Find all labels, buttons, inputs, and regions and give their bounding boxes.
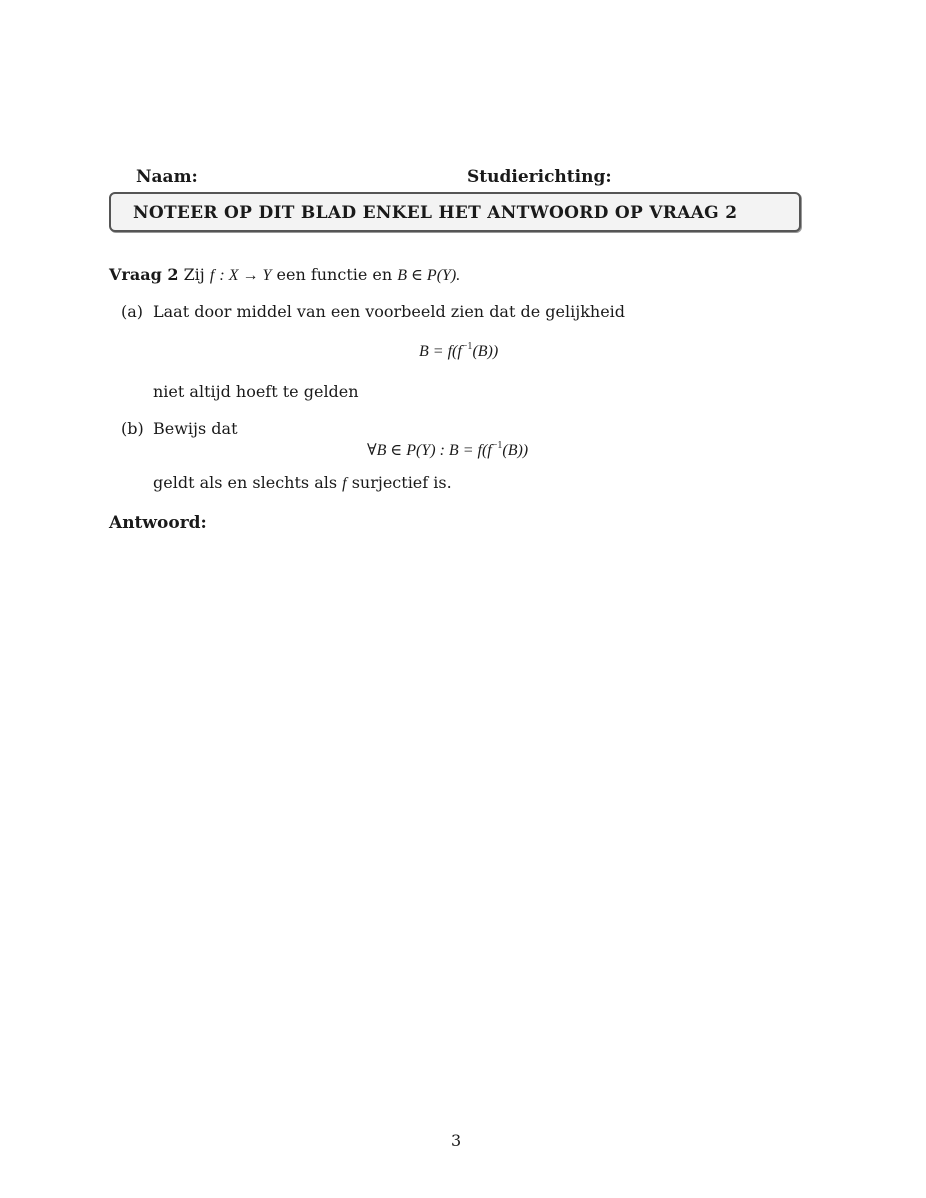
question-intro xyxy=(109,265,460,285)
intro-f: f xyxy=(209,267,215,284)
part-a-formula xyxy=(419,341,498,361)
part-a-after: niet altijd hoeft te gelden xyxy=(153,382,359,401)
name-label: Naam: xyxy=(136,167,198,187)
part-a-text: Laat door middel van een voorbeeld zien dat de gelijkheid xyxy=(153,302,626,321)
part-a-marker: (a) xyxy=(121,302,144,321)
study-label: Studierichting: xyxy=(467,167,612,187)
intro-prefix: Zij xyxy=(183,265,205,284)
part-a-formula-sup: −1 xyxy=(461,341,473,352)
part-b-marker: (b) xyxy=(121,419,144,438)
part-b-formula xyxy=(367,440,528,460)
part-a-formula-right: (B)) xyxy=(472,343,499,360)
intro-middle: een functie en xyxy=(276,265,393,284)
part-b-text: Bewijs dat xyxy=(153,419,238,438)
part-b-formula-sup: −1 xyxy=(491,440,503,451)
part-b-formula-right: (B)) xyxy=(502,442,529,459)
part-a-formula-left: B = f(f xyxy=(419,343,462,360)
question-label: Vraag 2 xyxy=(109,265,179,284)
part-b-formula-left: ∀B ∈ P(Y) : B = f(f xyxy=(367,442,492,459)
page-number: 3 xyxy=(451,1131,462,1150)
intro-map: : X → Y xyxy=(219,267,272,284)
part-b-after-suffix: surjectief is. xyxy=(351,473,452,492)
part-b-after xyxy=(153,473,452,493)
notice-text: NOTEER OP DIT BLAD ENKEL HET ANTWOORD OP VRAAG 2 xyxy=(133,203,738,223)
answer-label: Antwoord: xyxy=(109,513,207,533)
part-b-after-prefix: geldt als en slechts als xyxy=(153,473,338,492)
notice-box xyxy=(109,192,801,232)
part-b-after-f: f xyxy=(342,475,347,492)
intro-set: B ∈ P(Y). xyxy=(397,267,461,284)
